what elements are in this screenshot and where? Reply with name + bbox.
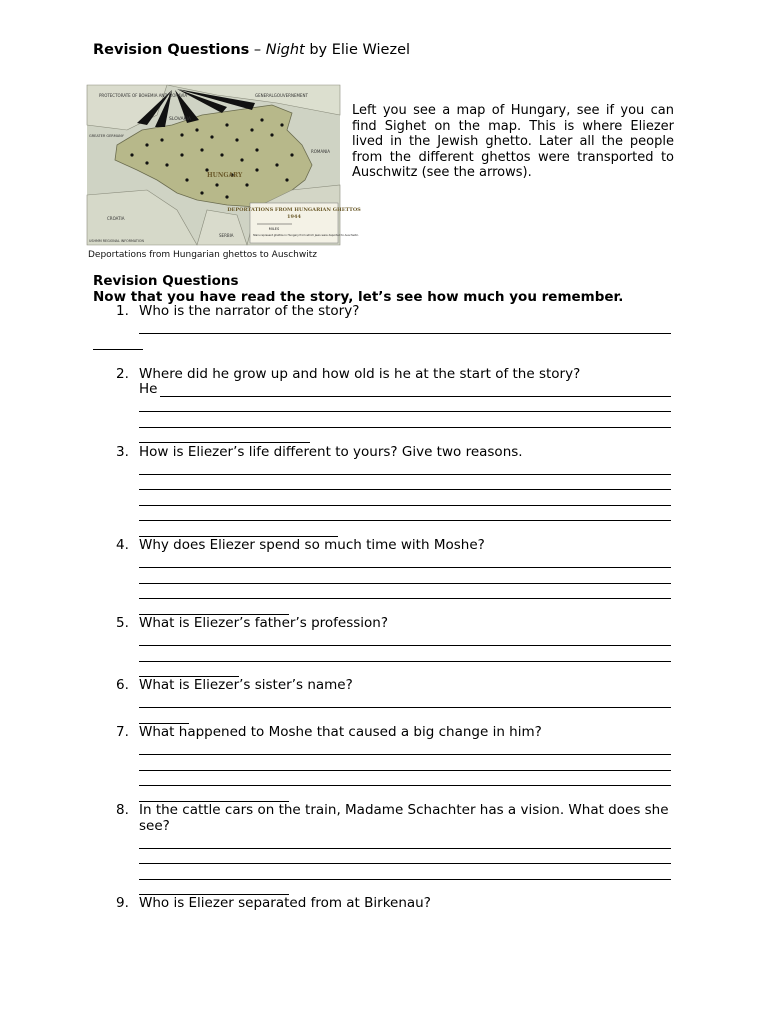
answer-line[interactable]	[139, 770, 671, 771]
question-number: 3.	[116, 444, 129, 460]
answer-start-text: He	[139, 381, 158, 397]
answer-line[interactable]	[139, 474, 671, 475]
question-number: 9.	[116, 895, 129, 911]
answer-line[interactable]	[139, 427, 671, 428]
answer-line[interactable]	[139, 879, 671, 880]
section-subheading: Now that you have read the story, let’s see how much you remember.	[93, 289, 624, 305]
hungary-map	[87, 85, 361, 245]
label-generalgouvernement: GENERALGOUVERNEMENT	[255, 93, 308, 98]
legend-note: Stars represent ghettos in Hungary from which Jews were deported to Auschwitz.	[253, 234, 359, 237]
question-text: What is Eliezer’s sister’s name?	[139, 677, 353, 693]
answer-line[interactable]	[139, 583, 671, 584]
answer-line[interactable]	[139, 707, 671, 708]
map-caption: Deportations from Hungarian ghettos to Auschwitz	[88, 250, 317, 260]
answer-line[interactable]	[139, 661, 671, 662]
title-author: by Elie Wiezel	[304, 42, 411, 58]
answer-line[interactable]	[139, 598, 671, 599]
map-credit: USHMM REGIONAL INFORMATION	[89, 239, 144, 243]
title-bold: Revision Questions	[93, 42, 250, 58]
question-text: In the cattle cars on the train, Madame Schachter has a vision. What does she see?	[139, 802, 669, 834]
answer-line[interactable]	[160, 396, 671, 397]
answer-line[interactable]	[139, 785, 671, 786]
answer-line[interactable]	[139, 442, 310, 443]
label-romania-north: ROMANIA	[311, 149, 331, 154]
question-number: 7.	[116, 724, 129, 740]
question-text: Why does Eliezer spend so much time with Moshe?	[139, 537, 485, 553]
legend-year: 1944	[287, 214, 301, 220]
answer-line[interactable]	[139, 489, 671, 490]
intro-paragraph: Left you see a map of Hungary, see if you can find Sighet on the map. This is where Eliezer lived in the Jewish ghetto. Later all the people from the different ghettos were transported to Auschwitz (see the arrows).	[352, 103, 674, 180]
answer-line[interactable]	[139, 411, 671, 412]
answer-line[interactable]	[139, 505, 671, 506]
question-text: Who is Eliezer separated from at Birkenau?	[139, 895, 431, 911]
question-number: 8.	[116, 802, 129, 818]
legend-miles: MILES	[268, 227, 280, 231]
document-title	[93, 42, 410, 58]
label-greater-germany: GREATER GERMANY	[89, 134, 124, 138]
question-text: What happened to Moshe that caused a big change in him?	[139, 724, 542, 740]
question-number: 2.	[116, 366, 129, 382]
label-hungary: HUNGARY	[207, 172, 243, 179]
label-protectorate: PROTECTORATE OF BOHEMIA AND MORAVIA	[99, 93, 188, 98]
answer-line[interactable]	[139, 848, 671, 849]
question-text: Where did he grow up and how old is he at the start of the story?	[139, 366, 581, 382]
question-text: How is Eliezer’s life different to yours? Give two reasons.	[139, 444, 523, 460]
title-book: Night	[265, 42, 305, 58]
question-text: Who is the narrator of the story?	[139, 303, 360, 319]
question-number: 1.	[116, 303, 129, 319]
section-heading: Revision Questions	[93, 273, 239, 289]
question-number: 5.	[116, 615, 129, 631]
answer-line[interactable]	[139, 645, 671, 646]
answer-line[interactable]	[93, 349, 143, 350]
answer-line[interactable]	[139, 754, 671, 755]
hungary-map-graphic	[87, 85, 361, 245]
question-number: 4.	[116, 537, 129, 553]
question-text: What is Eliezer’s father’s profession?	[139, 615, 389, 631]
answer-line[interactable]	[139, 567, 671, 568]
label-serbia: SERBIA	[219, 233, 234, 238]
answer-line[interactable]	[139, 863, 671, 864]
label-slovakia: SLOVAKIA	[169, 117, 191, 122]
answer-line[interactable]	[139, 333, 671, 334]
label-croatia: CROATIA	[107, 216, 125, 221]
title-dash: –	[249, 42, 266, 58]
question-number: 6.	[116, 677, 129, 693]
legend-title: DEPORTATIONS FROM HUNGARIAN GHETTOS	[227, 207, 361, 213]
answer-line[interactable]	[139, 520, 671, 521]
